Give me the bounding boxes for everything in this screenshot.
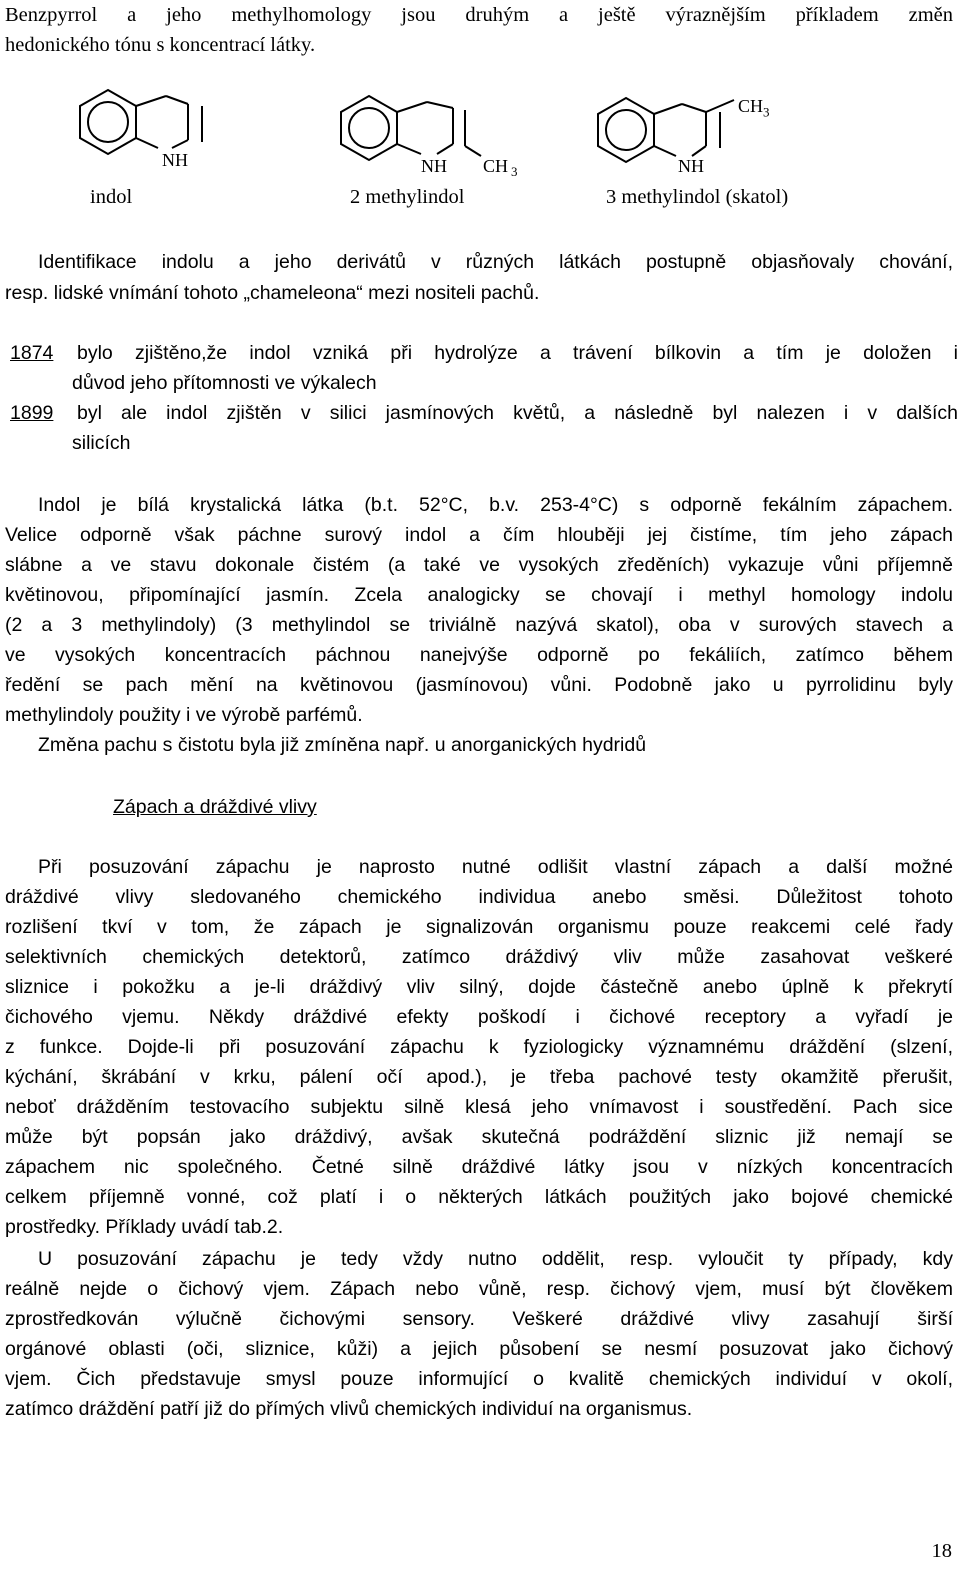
section-paragraph-line-16: zprostředkován výlučně čichovými sensory. Veškeré dráždivé vlivy zasahují širší [5,1308,953,1330]
indol-structure [76,78,236,184]
section-paragraph-line-13: prostředky. Příklady uvádí tab.2. [5,1216,284,1238]
indol-name: indol [90,186,133,208]
history-entry-1874 [5,338,958,368]
indol-paragraph-line-4: květinovou, připomínající jasmín. Zcela analogicky se chovají i methyl homology indolu [5,584,953,606]
methylindol-3-name: 3 methylindol (skatol) [606,186,789,208]
section-paragraph-line-5: sliznice i pokožku a je-li dráždivý vliv silný, dojde částečně anebo úplně k překrytí [5,976,953,998]
section-paragraph-line-12: celkem příjemně vonné, což platí i o některých látkách použitých jako bojové chemické [5,1186,953,1208]
intro-line-1: Benzpyrrol a jeho methylhomology jsou druhým a ještě výraznějším příkladem změn [5,4,953,26]
methylindol-3-structure [594,90,814,186]
identification-line-2: resp. lidské vnímání tohoto „chameleona“ mezi nositeli pachů. [5,282,540,304]
section-paragraph-line-4: selektivních chemických detektorů, zatímco dráždivý vliv může zasahovat veškeré [5,946,953,968]
section-paragraph-line-17: orgánové oblasti (oči, sliznice, kůži) a jejich působení se nesmí posuzovat jako čichový [5,1338,953,1360]
methylindol-2-name: 2 methylindol [350,186,465,208]
section-paragraph-line-18: vjem. Čich představuje smysl pouze informující o kvalitě chemických individuí v okolí, [5,1368,953,1390]
indol-nh-label: NH [162,150,188,170]
methylindol-3-ch3-text: CH [738,96,764,116]
section-paragraph-line-7: z funkce. Dojde-li při posuzování zápachu k fyziologicky významnému dráždění (slzení, [5,1036,953,1058]
indol-paragraph-line-6: ve vysokých koncentracích páchnou nanejvýše odporně po fekáliích, zatímco během [5,644,953,666]
section-paragraph-line-3: rozlišení tkví v tom, že zápach je signalizován organismu pouze reakcemi celé řady [5,916,953,938]
indol-paragraph-line-5: (2 a 3 methylindoly) (3 methylindol se triviálně nazývá skatol), oba v surových stavech a [5,614,953,636]
history-text-1874-line-2: důvod jeho přítomnosti ve výkalech [72,372,377,394]
indol-paragraph-line-2: Velice odporně však páchne surový indol a čím hlouběji jej čistíme, tím jeho zápach [5,524,953,546]
indol-paragraph-line-3: slábne a ve stavu dokonale čistém (a také ve vysokých zředěních) vykazuje vůni příjemně [5,554,953,576]
methylindol-2-nh-label: NH [421,156,447,176]
section-paragraph-line-15: reálně nejde o čichový vjem. Zápach nebo vůně, resp. čichový vjem, musí být člověkem [5,1278,953,1300]
section-paragraph-line-11: zápachem nic společného. Četné silně dráždivé látky jsou v nízkých koncentracích [5,1156,953,1178]
page-number: 18 [931,1540,952,1562]
section-heading: Zápach a dráždivé vlivy [113,796,317,818]
methylindol-2-structure [333,78,563,184]
methylindol-3-ch3-subscript: 3 [763,104,770,120]
section-paragraph-line-14: U posuzování zápachu je tedy vždy nutno oddělit, resp. vyloučit ty případy, kdy [38,1248,953,1270]
indol-paragraph-line-7: ředění se pach mění na květinovou (jasmínovou) vůni. Podobně jako u pyrrolidinu byly [5,674,953,696]
indol-paragraph-line-8: methylindoly použity i ve výrobě parfémů. [5,704,363,726]
methylindol-3-ch3-label [738,96,770,121]
identification-line-1: Identifikace indolu a jeho derivátů v různých látkách postupně objasňovaly chování, [38,251,953,273]
intro-line-2: hedonického tónu s koncentrací látky. [5,34,316,56]
section-paragraph-line-9: neboť drážděním testovacího subjektu silně klesá jeho vnímavost i soustředění. Pach sice [5,1096,953,1118]
section-paragraph-line-2: dráždivé vlivy sledovaného chemického individua anebo směsi. Důležitost tohoto [5,886,953,908]
indol-paragraph-line-9: Změna pachu s čistotu byla již zmíněna např. u anorganických hydridů [38,734,647,756]
section-paragraph-line-10: může být popsán jako dráždivý, avšak skutečná podráždění sliznic již nemají se [5,1126,953,1148]
section-paragraph-line-19: zatímco dráždění patří již do přímých vlivů chemických individuí na organismus. [5,1398,693,1420]
history-entry-1899 [5,398,958,428]
section-paragraph-line-6: čichového vjemu. Někdy dráždivé efekty poškodí i čichové receptory a vyřadí je [5,1006,953,1028]
history-text-1899-line-2: silicích [72,432,131,454]
section-paragraph-line-1: Při posuzování zápachu je naprosto nutné odlišit vlastní zápach a další možné [38,856,953,878]
history-year-1899: 1899 [10,402,54,424]
methylindol-2-ch3-label: CH [483,156,509,176]
indol-paragraph-line-1: Indol je bílá krystalická látka (b.t. 52°C, b.v. 253-4°C) s odporně fekálním zápachem. [38,494,953,516]
section-paragraph-line-8: kýchání, škrábání v krku, pálení očí apod.), je třeba pachové testy okamžitě přerušit, [5,1066,953,1088]
methylindol-2-ch3-subscript: 3 [511,164,518,178]
methylindol-3-nh-label: NH [678,156,704,176]
history-text-1874-line-1: bylo zjištěno,že indol vzniká při hydrolýze a trávení bílkovin a tím je doložen i [77,342,958,364]
history-year-1874: 1874 [10,342,54,364]
history-text-1899-line-1: byl ale indol zjištěn v silici jasmínových květů, a následně byl nalezen i v dalších [77,402,958,424]
